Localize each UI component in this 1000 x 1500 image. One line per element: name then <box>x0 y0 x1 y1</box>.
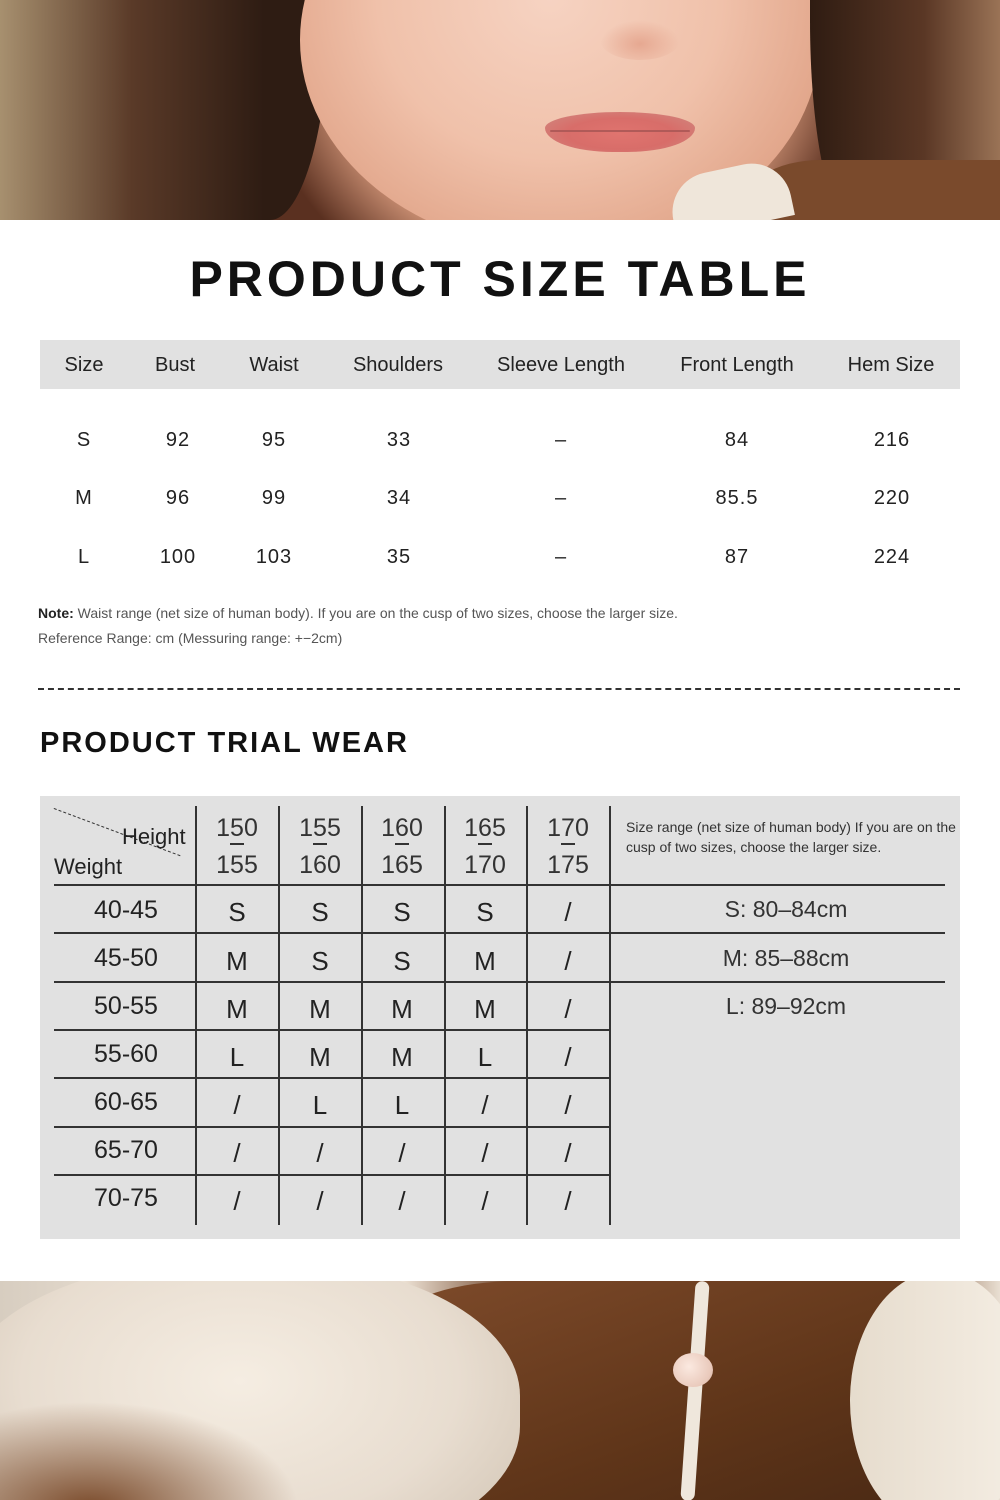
size-cell: S <box>76 429 92 451</box>
size-cell: L <box>77 546 91 568</box>
size-fit-cell: / <box>564 1138 572 1168</box>
size-fit-cell: M <box>391 994 413 1024</box>
grid-hline <box>54 884 945 886</box>
size-range-m: M: 85–88cm <box>722 945 850 971</box>
height-to: 160 <box>299 851 341 879</box>
range-bar <box>561 843 575 845</box>
size-fit-cell: M <box>226 946 248 976</box>
grid-hline <box>54 1126 610 1128</box>
height-col-160 <box>362 816 442 878</box>
height-col-150 <box>197 816 277 878</box>
drawstring-bead <box>673 1353 713 1387</box>
weight-label: 50-55 <box>94 992 158 1020</box>
front-length-cell: 84 <box>724 429 750 451</box>
size-cell: M <box>75 487 93 509</box>
range-bar <box>395 843 409 845</box>
header-hem-size: Hem Size <box>847 354 935 376</box>
header-front-length: Front Length <box>680 354 794 376</box>
dashed-divider <box>38 688 960 690</box>
grid-hline <box>54 932 945 934</box>
weight-label: 55-60 <box>94 1040 158 1068</box>
trial-wear-title: PRODUCT TRIAL WEAR <box>40 727 409 759</box>
height-from: 150 <box>216 814 258 842</box>
grid-vline <box>195 806 197 1225</box>
size-fit-cell: M <box>474 946 496 976</box>
size-note <box>38 605 678 621</box>
bust-cell: 92 <box>165 429 191 451</box>
header-shoulders: Shoulders <box>352 354 444 376</box>
size-fit-cell: M <box>391 1042 413 1072</box>
sleeve-length-cell: – <box>554 546 568 568</box>
size-fit-cell: M <box>309 1042 331 1072</box>
size-fit-cell: / <box>398 1138 406 1168</box>
trial-wear-grid <box>40 796 960 1239</box>
height-to: 170 <box>464 851 506 879</box>
note-label: Note: <box>38 605 74 621</box>
grid-vline <box>526 806 528 1225</box>
size-fit-cell: / <box>316 1138 324 1168</box>
weight-label: 40-45 <box>94 896 158 924</box>
size-fit-cell: S <box>228 897 246 927</box>
front-length-cell: 87 <box>724 546 750 568</box>
grid-vline <box>444 806 446 1225</box>
size-range-l: L: 89–92cm <box>725 993 847 1019</box>
range-bar <box>478 843 492 845</box>
height-to: 175 <box>547 851 589 879</box>
height-from: 165 <box>464 814 506 842</box>
hem-size-cell: 216 <box>873 429 911 451</box>
weight-label: 60-65 <box>94 1088 158 1116</box>
size-fit-cell: / <box>233 1090 241 1120</box>
height-from: 160 <box>381 814 423 842</box>
size-fit-cell: S <box>476 897 494 927</box>
height-col-170 <box>528 816 608 878</box>
waist-cell: 103 <box>255 546 293 568</box>
size-fit-cell: M <box>226 994 248 1024</box>
size-table-title: PRODUCT SIZE TABLE <box>189 251 811 307</box>
size-fit-cell: / <box>481 1186 489 1216</box>
height-from: 170 <box>547 814 589 842</box>
size-table-header <box>40 340 960 389</box>
hem-size-cell: 220 <box>873 487 911 509</box>
size-fit-cell: / <box>564 897 572 927</box>
size-fit-cell: S <box>393 946 411 976</box>
product-photo-bottom <box>0 1281 1000 1500</box>
size-fit-cell: L <box>394 1090 410 1120</box>
weight-label: 45-50 <box>94 944 158 972</box>
waist-cell: 99 <box>261 487 287 509</box>
bust-cell: 100 <box>159 546 197 568</box>
shoulders-cell: 34 <box>386 487 412 509</box>
fabric-shadow <box>0 1401 300 1500</box>
size-fit-cell: / <box>564 1042 572 1072</box>
size-range-s: S: 80–84cm <box>724 896 848 922</box>
hair-left <box>0 0 330 220</box>
lip-line <box>550 130 690 132</box>
grid-vline <box>361 806 363 1225</box>
shoulders-cell: 35 <box>386 546 412 568</box>
trial-note: Size range (net size of human body) If you are on the cusp of two sizes, choose the larger size. <box>626 819 956 855</box>
front-length-cell: 85.5 <box>715 487 759 509</box>
note-text: Waist range (net size of human body). If you are on the cusp of two sizes, choose the larger size. <box>73 605 678 621</box>
height-to: 155 <box>216 851 258 879</box>
grid-hline <box>54 981 945 983</box>
height-from: 155 <box>299 814 341 842</box>
size-fit-cell: / <box>481 1138 489 1168</box>
range-bar <box>313 843 327 845</box>
corner-weight-label: Weight <box>54 854 123 879</box>
nose <box>600 20 680 60</box>
size-fit-cell: / <box>233 1138 241 1168</box>
size-fit-cell: L <box>229 1042 245 1072</box>
size-fit-cell: / <box>564 946 572 976</box>
grid-hline <box>54 1029 610 1031</box>
size-fit-cell: M <box>474 994 496 1024</box>
range-bar <box>230 843 244 845</box>
weight-label: 70-75 <box>94 1184 158 1212</box>
grid-vline <box>278 806 280 1225</box>
size-fit-cell: / <box>564 1186 572 1216</box>
grid-hline <box>54 1174 610 1176</box>
size-fit-cell: / <box>316 1186 324 1216</box>
header-bust: Bust <box>154 354 196 376</box>
size-fit-cell: / <box>481 1090 489 1120</box>
sleeve-length-cell: – <box>554 429 568 451</box>
knit-sleeve-right <box>850 1281 1000 1500</box>
model-photo-top <box>0 0 1000 220</box>
size-fit-cell: L <box>477 1042 493 1072</box>
size-fit-cell: / <box>233 1186 241 1216</box>
size-fit-cell: S <box>311 897 329 927</box>
grid-vline <box>609 806 611 1225</box>
hem-size-cell: 224 <box>873 546 911 568</box>
size-fit-cell: M <box>309 994 331 1024</box>
size-fit-cell: S <box>393 897 411 927</box>
grid-hline <box>54 1077 610 1079</box>
header-waist: Waist <box>249 354 299 376</box>
sleeve-length-cell: – <box>554 487 568 509</box>
corner-height-label: Height <box>122 824 186 849</box>
height-to: 165 <box>381 851 423 879</box>
header-size: Size <box>64 354 104 376</box>
weight-label: 65-70 <box>94 1136 158 1164</box>
height-col-165 <box>445 816 525 878</box>
size-fit-cell: / <box>398 1186 406 1216</box>
shoulders-cell: 33 <box>386 429 412 451</box>
size-fit-cell: L <box>312 1090 328 1120</box>
size-fit-cell: / <box>564 1090 572 1120</box>
bust-cell: 96 <box>165 487 191 509</box>
reference-range: Reference Range: cm (Messuring range: +−2cm) <box>38 630 343 646</box>
height-col-155 <box>280 816 360 878</box>
waist-cell: 95 <box>261 429 287 451</box>
size-fit-cell: S <box>311 946 329 976</box>
size-fit-cell: / <box>564 994 572 1024</box>
header-sleeve-length: Sleeve Length <box>497 354 625 376</box>
